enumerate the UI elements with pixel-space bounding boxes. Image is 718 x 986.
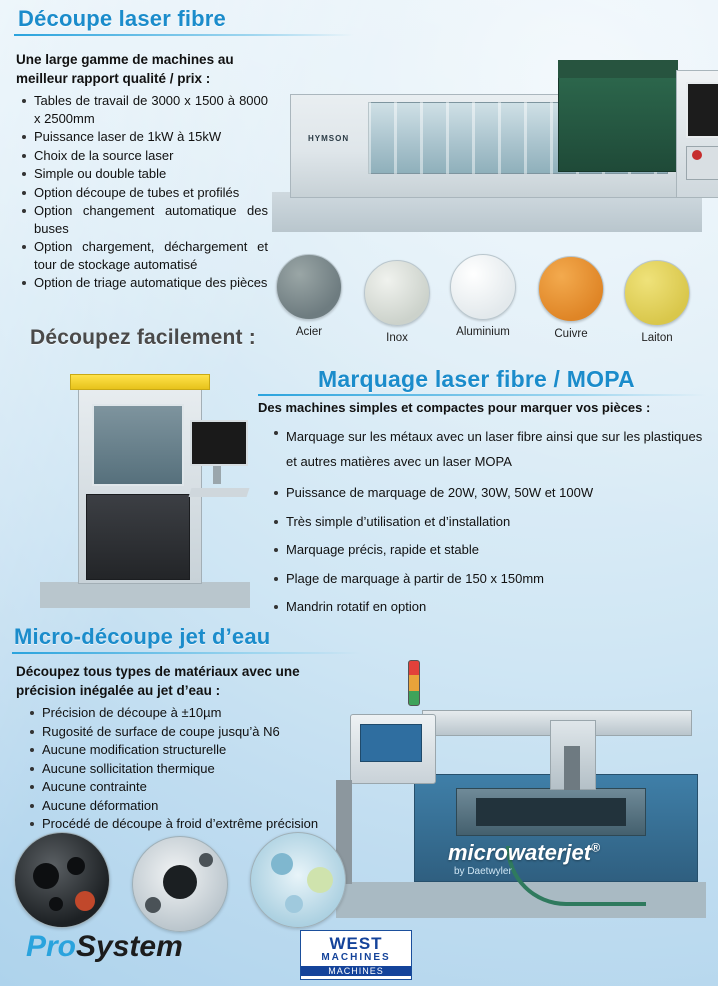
material-label: Acier <box>295 326 323 338</box>
list-item: Aucune contrainte <box>42 778 354 796</box>
laser-cutting-machine-photo <box>272 42 702 232</box>
sample-parts-photos <box>10 832 360 932</box>
lead-laser-cutting: Une large gamme de machines au meilleur rapport qualité / prix : <box>16 52 234 86</box>
monitor-stand <box>213 466 221 484</box>
swatch-disc <box>450 254 516 320</box>
section-title-laser-cutting: Découpe laser fibre <box>18 6 226 31</box>
swatch-disc <box>276 254 342 320</box>
machine-top-cover <box>70 374 210 390</box>
machine-subbrand-label: by Daetwyler <box>454 866 512 877</box>
sample-photo-2 <box>132 836 228 932</box>
list-item: Marquage précis, rapide et stable <box>286 541 708 559</box>
sample-detail <box>33 863 59 889</box>
list-item: Procédé de découpe à froid d’extrême précision <box>42 815 354 833</box>
sample-detail <box>67 857 85 875</box>
sample-detail <box>49 897 63 911</box>
west-logo-line3: MACHINES <box>301 966 411 976</box>
title-rule-waterjet <box>12 652 360 654</box>
sample-detail <box>271 853 293 875</box>
machine-monitor <box>190 420 248 466</box>
laser-marking-machine-photo <box>40 368 250 608</box>
list-item: Tables de travail de 3000 x 1500 à 8000 x 2500mm <box>34 93 268 126</box>
company-logo-rest: System <box>76 930 183 963</box>
list-item: Option chargement, déchargement et tour de stockage automatisé <box>34 239 268 272</box>
list-item: Simple ou double table <box>34 165 268 183</box>
section-title-laser-marking: Marquage laser fibre / MOPA <box>318 366 635 392</box>
list-item: Plage de marquage à partir de 150 x 150mm <box>286 570 708 588</box>
cutting-head <box>564 746 580 790</box>
list-item: Marquage sur les métaux avec un laser fibre ainsi que sur les plastiques et autres matières avec un laser MOPA <box>286 424 708 474</box>
bullet-list-waterjet <box>24 704 354 834</box>
material-label: Inox <box>386 332 408 344</box>
list-item: Très simple d’utilisation et d’installation <box>286 513 708 531</box>
lead-laser-marking: Des machines simples et compactes pour marquer vos pièces : <box>258 400 651 415</box>
sample-detail <box>285 895 303 913</box>
bullet-list-laser-cutting <box>16 92 268 293</box>
material-label: Cuivre <box>554 328 588 340</box>
emergency-stop-icon <box>692 150 702 160</box>
machine-brand-label <box>448 840 600 866</box>
section-title-waterjet: Micro-découpe jet d’eau <box>14 624 271 649</box>
list-item: Puissance laser de 1kW à 15kW <box>34 128 268 146</box>
cutting-tank-inner <box>476 798 626 826</box>
keyboard-tray <box>189 488 250 497</box>
west-logo-line2: MACHINES <box>321 952 391 963</box>
control-panel-screen <box>360 724 422 762</box>
list-item: Puissance de marquage de 20W, 30W, 50W et 100W <box>286 484 708 502</box>
waterjet-machine-photo <box>336 650 706 918</box>
machine-window <box>92 404 184 486</box>
list-item: Option découpe de tubes et profilés <box>34 184 268 202</box>
material-label: Laiton <box>641 332 673 344</box>
material-label: Aluminium <box>456 326 510 338</box>
machine-lower-cabinet <box>86 494 190 580</box>
list-item: Aucune déformation <box>42 797 354 815</box>
title-rule-laser-marking <box>258 394 706 396</box>
machine-button-panel <box>686 146 718 180</box>
swatch-disc <box>364 260 430 326</box>
swatch-disc <box>538 256 604 322</box>
machine-green-panel-top <box>558 60 678 78</box>
list-item: Option changement automatique des buses <box>34 203 268 236</box>
material-swatch-inox <box>362 260 432 344</box>
sample-detail <box>307 867 333 893</box>
title-rule-laser-cutting <box>14 34 354 36</box>
sample-detail <box>75 891 95 911</box>
sample-detail <box>199 853 213 867</box>
list-item: Précision de découpe à ±10µm <box>42 704 354 722</box>
list-item: Choix de la source laser <box>34 147 268 165</box>
machine-hmi-screen <box>686 82 718 138</box>
west-machines-logo <box>300 930 412 980</box>
material-swatch-steel <box>274 254 344 338</box>
company-logo-prefix: Pro <box>26 930 77 963</box>
lead-waterjet: Découpez tous types de matériaux avec une précision inégalée au jet d’eau : <box>16 664 300 698</box>
machine-brand-label: HYMSON <box>308 134 350 143</box>
registered-mark-icon: ® <box>591 840 600 855</box>
list-item: Rugosité de surface de coupe jusqu’à N6 <box>42 723 354 741</box>
machine-floor <box>272 192 702 232</box>
material-swatch-aluminium <box>448 254 518 338</box>
company-logo <box>26 930 183 964</box>
swatch-disc <box>624 260 690 326</box>
sample-photo-1 <box>14 832 110 928</box>
list-item: Aucune modification structurelle <box>42 741 354 759</box>
sample-detail <box>145 897 161 913</box>
list-item: Option de triage automatique des pièces <box>34 275 268 290</box>
west-logo-line1: WEST <box>329 934 383 953</box>
list-item: Mandrin rotatif en option <box>286 598 708 616</box>
subtitle-cut-easily: Découpez facilement : <box>30 326 256 349</box>
sample-detail <box>163 865 197 899</box>
sample-photo-3 <box>250 832 346 928</box>
material-swatch-copper <box>536 256 606 340</box>
machine-brand-text: microwaterjet <box>448 840 592 865</box>
material-swatches <box>270 254 710 354</box>
machine-floor <box>336 882 706 918</box>
machine-floor <box>40 582 250 608</box>
bullet-list-laser-marking <box>268 424 708 617</box>
material-swatch-brass <box>622 260 692 344</box>
list-item: Aucune sollicitation thermique <box>42 760 354 778</box>
signal-tower-icon <box>408 660 420 706</box>
